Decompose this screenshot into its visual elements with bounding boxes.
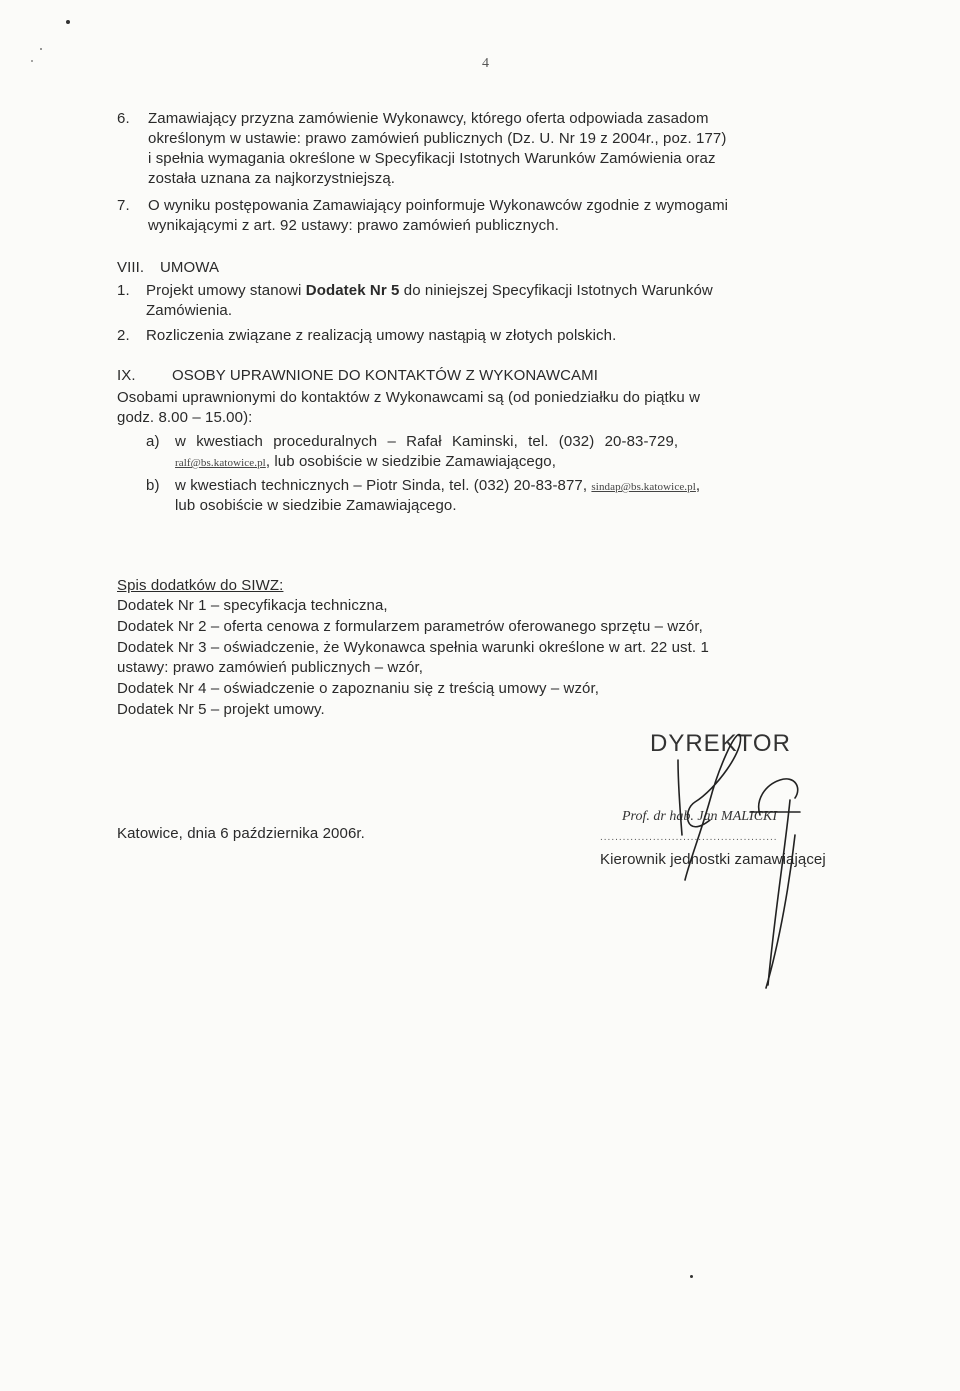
attachment-item: Dodatek Nr 2 – oferta cenowa z formularzem parametrów oferowanego sprzętu – wzór,	[117, 618, 703, 635]
attachment-item: Dodatek Nr 5 – projekt umowy.	[117, 701, 325, 718]
contact-line: w kwestiach proceduralnych – Rafał Kaminski, tel. (032) 20-83-729,	[175, 433, 679, 450]
paragraph-line: Osobami uprawnionymi do kontaktów z Wykonawcami są (od poniedziałku do piątku w	[117, 389, 701, 406]
attachment-item: ustawy: prawo zamówień publicznych – wzór,	[117, 659, 424, 676]
stamp-title: DYREKTOR	[650, 730, 791, 757]
contact-line: w kwestiach technicznych – Piotr Sinda, tel. (032) 20-83-877, sindap@bs.katowice.pl,	[175, 477, 701, 494]
paragraph-line: godz. 8.00 – 15.00):	[117, 409, 253, 426]
section-number: VIII.	[117, 259, 145, 276]
attachments-heading: Spis dodatków do SIWZ:	[117, 577, 284, 594]
handwritten-signature	[590, 740, 860, 1000]
contact-line: ralf@bs.katowice.pl, lub osobiście w siedzibie Zamawiającego,	[175, 453, 557, 470]
signature-dotted-line: ...............................................	[600, 832, 778, 843]
item-number: 2.	[117, 327, 130, 344]
place-date: Katowice, dnia 6 października 2006r.	[117, 825, 365, 842]
paragraph-line: Projekt umowy stanowi Dodatek Nr 5 do niniejszej Specyfikacji Istotnych Warunków	[146, 282, 713, 299]
email-link[interactable]: sindap@bs.katowice.pl	[591, 481, 696, 493]
paragraph-line: Zamówienia.	[146, 302, 233, 319]
attachment-item: Dodatek Nr 1 – specyfikacja techniczna,	[117, 597, 388, 614]
section-title: UMOWA	[160, 259, 220, 276]
list-label: b)	[146, 477, 160, 494]
paragraph-line: O wyniku postępowania Zamawiający poinformuje Wykonawców zgodnie z wymogami	[148, 197, 729, 214]
item-number: 6.	[117, 110, 130, 127]
section-title: OSOBY UPRAWNIONE DO KONTAKTÓW Z WYKONAWCAMI	[172, 367, 598, 384]
scan-speck	[66, 20, 70, 24]
page-number: 4	[482, 56, 489, 71]
paragraph-line: i spełnia wymagania określone w Specyfikacji Istotnych Warunków Zamówienia oraz	[148, 150, 716, 167]
paragraph-line: wynikającymi z art. 92 ustawy: prawo zamówień publicznych.	[148, 217, 559, 234]
stamp-name: Prof. dr hab. Jan MALICKI	[622, 809, 778, 824]
attachment-reference: Dodatek Nr 5	[305, 282, 400, 299]
scan-speck	[40, 48, 42, 50]
stamp-caption: Kierownik jednostki zamawiającej	[600, 851, 826, 868]
email-link[interactable]: ralf@bs.katowice.pl	[175, 457, 266, 469]
scan-speck	[690, 1275, 693, 1278]
paragraph-line: określonym w ustawie: prawo zamówień publicznych (Dz. U. Nr 19 z 2004r., poz. 177)	[148, 130, 727, 147]
item-number: 7.	[117, 197, 130, 214]
scan-speck	[31, 60, 33, 62]
paragraph-line: Rozliczenia związane z realizacją umowy nastąpią w złotych polskich.	[146, 327, 617, 344]
list-label: a)	[146, 433, 160, 450]
contact-line: lub osobiście w siedzibie Zamawiającego.	[175, 497, 457, 514]
item-number: 1.	[117, 282, 130, 299]
attachment-item: Dodatek Nr 4 – oświadczenie o zapoznaniu się z treścią umowy – wzór,	[117, 680, 600, 697]
paragraph-line: Zamawiający przyzna zamówienie Wykonawcy, którego oferta odpowiada zasadom	[148, 110, 709, 127]
section-number: IX.	[117, 367, 136, 384]
paragraph-line: została uznana za najkorzystniejszą.	[148, 170, 396, 187]
attachment-item: Dodatek Nr 3 – oświadczenie, że Wykonawca spełnia warunki określone w art. 22 ust. 1	[117, 639, 709, 656]
